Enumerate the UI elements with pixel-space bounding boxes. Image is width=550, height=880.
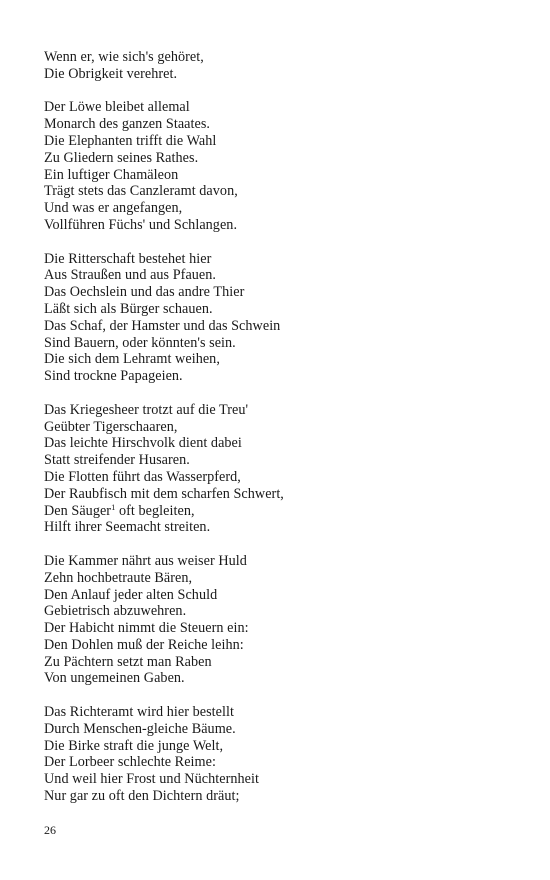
verse-line: Zu Pächtern setzt man Raben [44, 653, 212, 670]
verse-line: Monarch des ganzen Staates. [44, 116, 211, 133]
verse-line: Der Lorbeer schlechte Reime: [44, 754, 216, 771]
verse-line: Aus Straußen und aus Pfauen. [44, 267, 217, 284]
verse-line: Sind trockne Papageien. [44, 368, 183, 385]
verse-line: Das Richteramt wird hier bestellt [44, 704, 234, 721]
page-number: 26 [44, 823, 56, 837]
verse-line: Der Löwe bleibet allemal [44, 99, 190, 116]
verse-line: Die sich dem Lehramt weihen, [44, 351, 220, 368]
verse-line: Und weil hier Frost und Nüchternheit [44, 771, 259, 788]
verse-line: Statt streifender Husaren. [44, 452, 190, 469]
verse-line: Läßt sich als Bürger schauen. [44, 300, 213, 317]
verse-line: Durch Menschen-gleiche Bäume. [44, 720, 236, 737]
stanza-2 [44, 99, 514, 233]
poem-text [44, 49, 514, 822]
verse-line-with-footnote [44, 503, 514, 520]
footnote-marker[interactable]: 1 [111, 501, 116, 512]
verse-line: Vollführen Füchs' und Schlangen. [44, 216, 238, 233]
verse-line: Der Raubfisch mit dem scharfen Schwert, [44, 485, 284, 502]
verse-line: Die Kammer nährt aus weiser Huld [44, 552, 247, 569]
verse-line: Hilft ihrer Seemacht streiten. [44, 519, 211, 536]
verse-line: Die Birke straft die junge Welt, [44, 737, 224, 754]
verse-line: Die Obrigkeit verehret. [44, 65, 178, 82]
verse-line: Der Habicht nimmt die Steuern ein: [44, 620, 249, 637]
verse-line: Die Flotten führt das Wasserpferd, [44, 468, 241, 485]
footnote-line-end: oft begleiten, [115, 502, 195, 519]
verse-line: Die Ritterschaft bestehet hier [44, 250, 212, 267]
stanza-1 [44, 49, 514, 83]
verse-line: Das Schaf, der Hamster und das Schwein [44, 317, 281, 334]
verse-line: Die Elephanten trifft die Wahl [44, 132, 217, 149]
verse-line: Zu Gliedern seines Rathes. [44, 149, 199, 166]
verse-line: Das Kriegesheer trotzt auf die Treu' [44, 401, 249, 418]
verse-line: Das Oechslein und das andre Thier [44, 284, 245, 301]
verse-line: Den Anlauf jeder alten Schuld [44, 586, 218, 603]
verse-line: Und was er angefangen, [44, 200, 183, 217]
verse-line: Zehn hochbetraute Bären, [44, 569, 193, 586]
stanza-6 [44, 704, 514, 805]
verse-line: Von ungemeinen Gaben. [44, 670, 185, 687]
verse-line: Trägt stets das Canzleramt davon, [44, 183, 238, 200]
verse-line: Geübter Tigerschaaren, [44, 418, 178, 435]
verse-line: Ein luftiger Chamäleon [44, 166, 179, 183]
verse-line: Sind Bauern, oder könnten's sein. [44, 334, 236, 351]
verse-line: Gebietrisch abzuwehren. [44, 603, 187, 620]
verse-line: Den Dohlen muß der Reiche leihn: [44, 636, 244, 653]
footnote-line-start: Den Säuger [44, 502, 112, 519]
stanza-3 [44, 251, 514, 385]
stanza-5 [44, 553, 514, 687]
stanza-4 [44, 402, 514, 536]
verse-line: Das leichte Hirschvolk dient dabei [44, 435, 242, 452]
verse-line: Wenn er, wie sich's gehöret, [44, 49, 204, 65]
verse-line: Nur gar zu oft den Dichtern dräut; [44, 788, 240, 805]
